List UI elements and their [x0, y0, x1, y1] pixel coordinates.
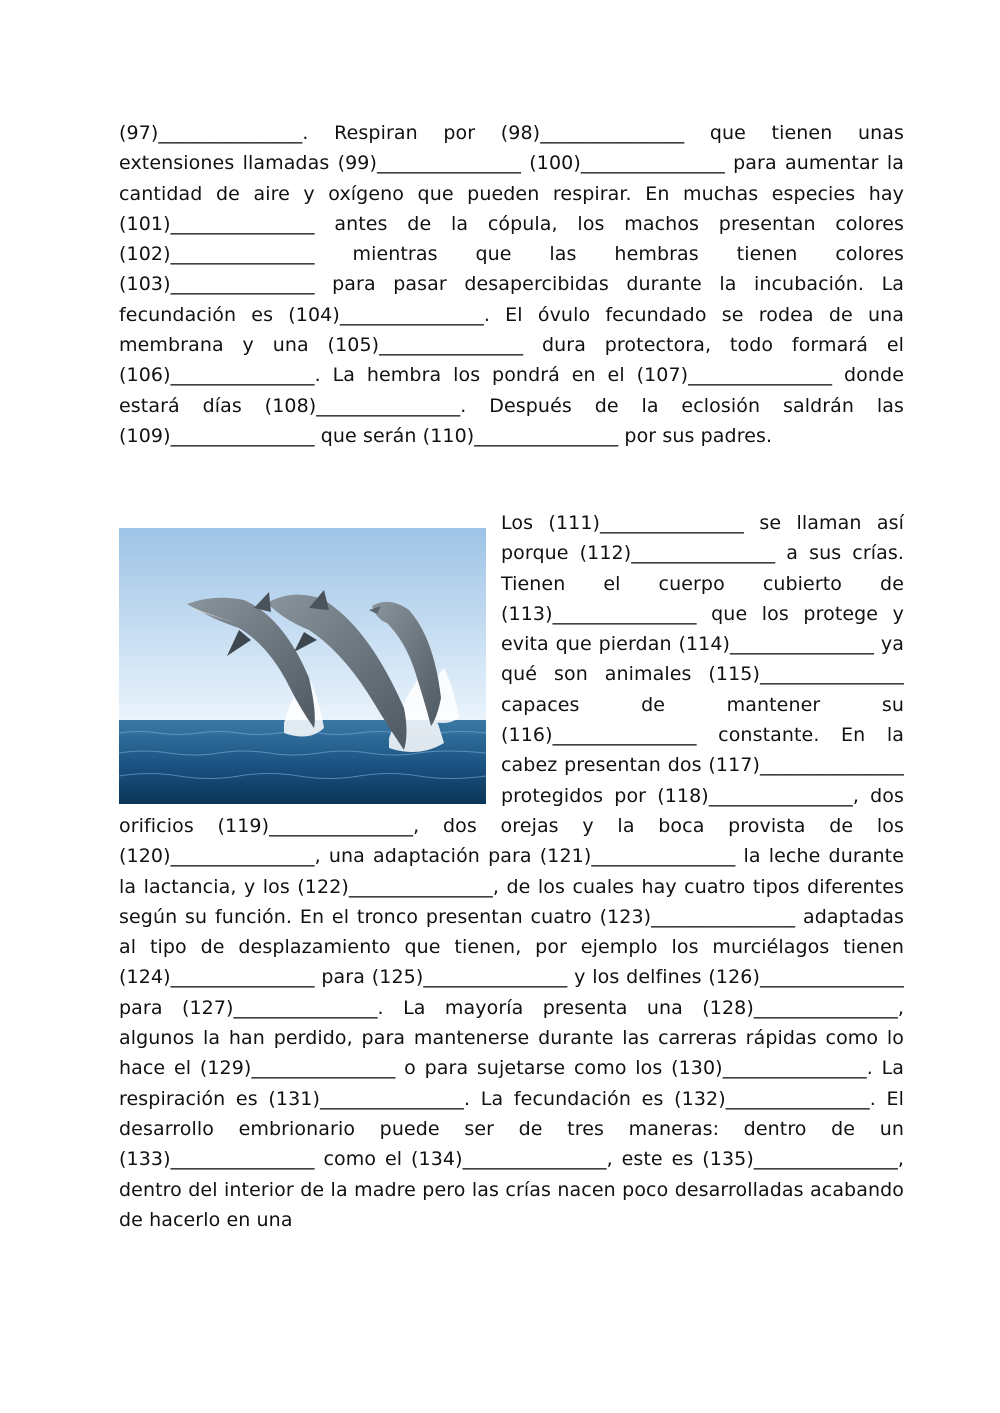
dolphins-photo [119, 528, 486, 804]
paragraph-mammals-container [119, 508, 904, 1235]
paragraph-mammals: Los (111)_______________ se llaman así porque (112)_______________ a sus crías. Tienen el cuerpo cubierto de (113)_______________ que los protege y evita que pierdan (114)_______________ ya qué son animales (115)_______________ capaces de mantener su (116)_______________ constante. En la cabez presentan dos (117)_______________ protegidos por (118)_______________, dos orificios (119)_______________, dos orejas y la boca provista de los (120)_______________, una adaptación para (121)_______________ la leche durante la lactancia, y los (122)_______________, de los cuales hay cuatro tipos diferentes según su función. En el tronco presentan cuatro (123)_______________ adaptadas al tipo de desplazamiento que tienen, por ejemplo los murciélagos tienen (124)_______________ para (125)_______________ y los delfines (126)_______________ para (127)_______________. La mayoría presenta una (128)_______________, algunos la han perdido, para mantenerse durante las carreras rápidas como lo hace el (129)_______________ o para sujetarse como los (130)_______________. La respiración es (131)_______________. La fecundación es (132)_______________. El desarrollo embrionario puede ser de tres maneras: dentro de un (133)_______________ como el (134)_______________, este es (135)_______________, dentro del interior de la madre pero las crías nacen poco desarrolladas acabando de hacerlo en una [119, 512, 904, 1231]
paragraph-birds: (97)_______________. Respiran por (98)_______________ que tienen unas extensiones llamadas (99)_______________ (100)_______________ para aumentar la cantidad de aire y oxígeno que pueden respirar. En muchas especies hay (101)_______________ antes de la cópula, los machos presentan colores (102)_______________ mientras que las hembras tienen colores (103)_______________ para pasar desapercibidas durante la incubación. La fecundación es (104)_______________. El óvulo fecundado se rodea de una membrana y una (105)_______________ dura protectora, todo formará el (106)_______________. La hembra los pondrá en el (107)_______________ donde estará días (108)_______________. Después de la eclosión saldrán las (109)_______________ que serán (110)_______________ por sus padres. [119, 122, 904, 447]
